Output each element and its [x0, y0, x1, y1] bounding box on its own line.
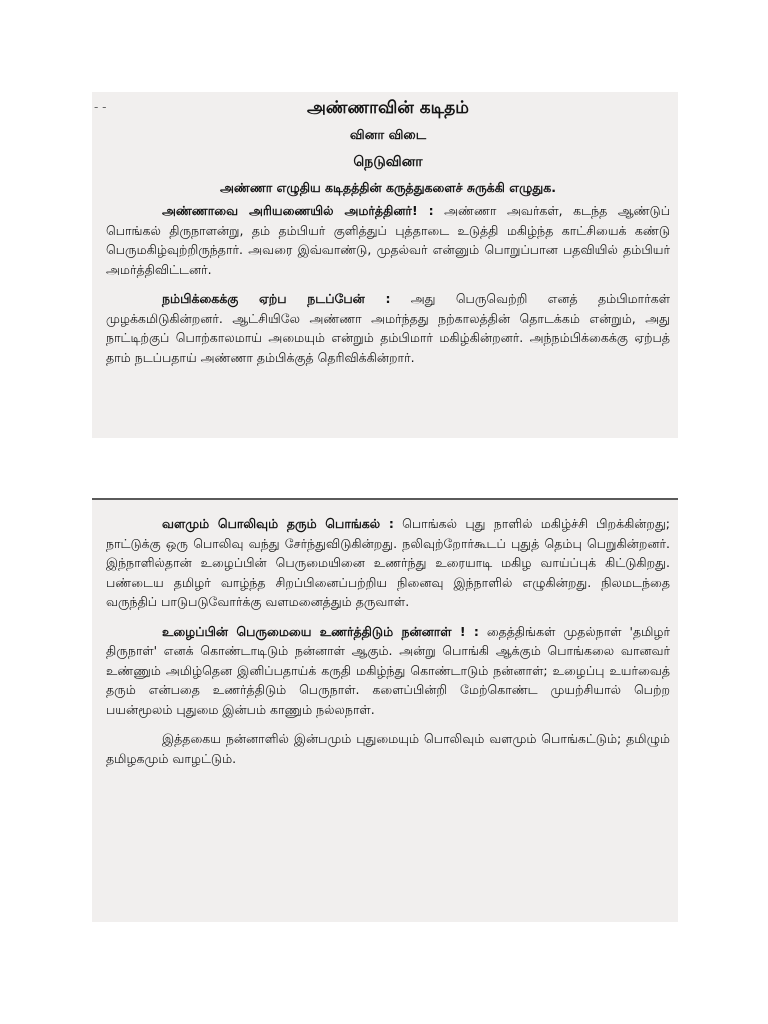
- stray-mark: - -: [94, 100, 107, 114]
- paragraph-heading: அண்ணாவை அரியணையில் அமர்த்தினர்! :: [162, 203, 434, 218]
- page-title: அண்ணாவின் கடிதம்: [307, 98, 469, 118]
- paragraph-heading: உழைப்பின் பெருமையை உணர்த்திடும் நன்னாள் ! :: [162, 623, 479, 639]
- paragraph-body: அண்ணா அவர்கள், கடந்த ஆண்டுப் பொங்கல் திருநாளன்று, தம் தம்பியர் குளித்துப் புத்தாடை உடுத்தி மகிழ்ந்த காட்சியைக் கண்டு பெருமகிழ்வுற்றிருந்தார். அவரை இவ்வாண்டு, முதல்வர் என்னும் பொறுப்பான பதவியில் தம்பியர் அமர்த்திவிட்டனர்.: [106, 203, 670, 277]
- paragraph-heading: நம்பிக்கைக்கு ஏற்ப நடப்பேன் :: [162, 291, 391, 306]
- scanned-page-top: [92, 92, 678, 438]
- section-heading: நெடுவினா: [353, 154, 423, 170]
- paragraph-body: இத்தகைய நன்னாளில் இன்பமும் புதுமையும் பொலிவும் வளமும் பொங்கட்டும்; தமிழும் தமிழகமும் வாழட்டும்.: [106, 731, 670, 766]
- paragraph: [106, 729, 670, 768]
- paragraph: [106, 201, 670, 279]
- question-text: அண்ணா எழுதிய கடிதத்தின் கருத்துகளைச் சுருக்கி எழுதுக.: [220, 180, 556, 195]
- paragraph-heading: வளமும் பொலிவும் தரும் பொங்கல் :: [162, 516, 394, 531]
- paragraph-body: தைத்திங்கள் முதல்நாள் 'தமிழர் திருநாள்' எனக் கொண்டாடிடும் நன்னாள் ஆகும். அன்று பொங்கி ஆக்கும் பொங்கலை வானவர் உண்ணும் அமிழ்தென இனிப்பதாய்க் கருதி மகிழ்ந்து கொண்டாடும் நன்னாள்; உழைப்பு உயர்வைத் தரும் என்பதை உணர்த்திடும் பெருநாள். களைப்பின்றி மேற்கொண்ட முயற்சியால் பெற்ற பயன்மூலம் புதுமை இன்பம் காணும் நல்லநாள்.: [106, 623, 670, 717]
- paragraph: [106, 289, 670, 367]
- paragraph: [106, 514, 670, 612]
- paragraph-body: அது பெருவெற்றி எனத் தம்பிமார்கள் முழக்கமிடுகின்றனர். ஆட்சியிலே அண்ணா அமர்ந்தது நற்காலத்தின் தொடக்கம் என்றும், அது நாட்டிற்குப் பொற்காலமாய் அமையும் என்றும் தம்பிமார் மகிழ்கின்றனர். அந்நம்பிக்கைக்கு ஏற்பத் தாம் நடப்பதாய் அண்ணா தம்பிக்குத் தெரிவிக்கின்றார்.: [106, 291, 670, 365]
- paragraph-body: பொங்கல் புது நாளில் மகிழ்ச்சி பிறக்கின்றது; நாட்டுக்கு ஒரு பொலிவு வந்து சேர்ந்துவிடுகின்றது. நலிவுற்றோர்கூடப் புதுத் தெம்பு பெறுகின்றனர். இந்நாளில்தான் உழைப்பின் பெருமையினை உணர்ந்து உரையாடி மகிழ வாய்ப்புக் கிட்டுகிறது. பண்டைய தமிழர் வாழ்ந்த சிறப்பினைப்பற்றிய நினைவு இந்நாளில் எழுகின்றது. நிலமடந்தை வருந்திப் பாடுபடுவோர்க்கு வளமனைத்தும் தருவாள்.: [106, 516, 670, 609]
- page-subtitle: வினா விடை: [349, 128, 427, 143]
- paragraph: [106, 622, 670, 720]
- scanned-page-bottom: [92, 498, 678, 922]
